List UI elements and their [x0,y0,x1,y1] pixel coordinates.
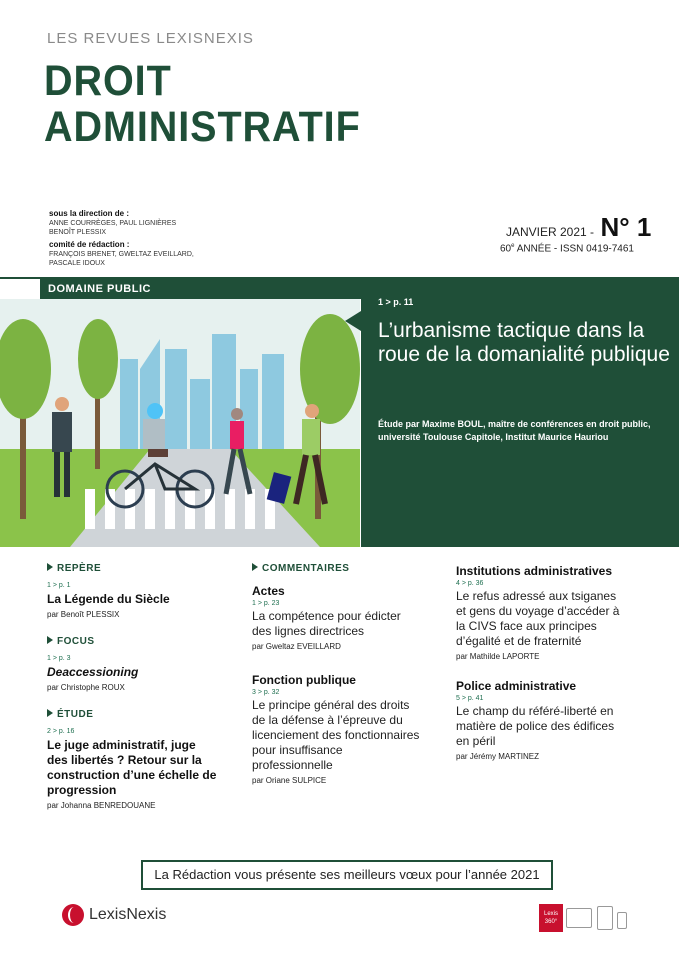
focus-author: par Christophe ROUX [47,683,125,692]
police-ref: 5 > p. 41 [456,695,484,702]
focus-title[interactable]: Deaccessioning [47,665,139,679]
actes-author: par Gweltaz EVEILLARD [252,642,341,651]
phone-icon [617,912,627,929]
year-num: 60 [500,243,512,255]
logo-globe-icon [62,904,84,926]
repere-author: par Benoît PLESSIX [47,610,120,619]
journal-title [44,58,361,150]
column-2 [252,563,422,785]
year-sup: e [511,243,515,249]
issue-number: N° 1 [600,212,652,242]
inst-ref: 4 > p. 36 [456,580,484,587]
badge-text: Lexis [543,911,558,917]
fonction-text[interactable]: Le principe général des droits de la défense à l’épreuve du licenciement des fonctionnaires pour insuffisance professionnelle [252,698,420,772]
series-name: LES REVUES LEXISNEXIS [47,30,254,47]
fonction-heading: Fonction publique [252,673,356,687]
column-3 [456,564,636,761]
logo-text: LexisNexis [89,906,167,923]
repere-title[interactable]: La Légende du Siècle [47,592,170,606]
panel-notch [345,311,361,331]
inst-text[interactable]: Le refus adressé aux tsiganes et gens du voyage d’accéder à la CIVS face aux principes d’égalité et de fraternité [456,589,620,648]
actes-text[interactable]: La compétence pour édicter des lignes directrices [252,609,401,638]
focus-ref: 1 > p. 3 [47,655,71,662]
police-author: par Jérémy MARTINEZ [456,752,539,761]
police-text[interactable]: Le champ du référé-liberté en matière de police des édifices en péril [456,704,615,748]
committee-label: comité de rédaction : [49,240,130,249]
section-repere: REPÈRE [47,563,227,574]
fonction-ref: 3 > p. 32 [252,689,280,696]
feature-panel [361,279,679,547]
fonction-author: par Oriane SULPICE [252,776,327,785]
greeting-box: La Rédaction vous présente ses meilleurs vœux pour l’année 2021 [141,860,553,890]
committee-names-b: PASCALE IDOUX [49,260,105,267]
direction-names-b: BENOÎT PLESSIX [49,229,107,236]
etude-author: par Johanna BENREDOUANE [47,801,156,810]
actes-heading: Actes [252,584,285,598]
lexis360-badge[interactable] [539,904,563,932]
lexisnexis-logo [62,904,166,926]
laptop-icon [566,908,592,928]
year-rest: ANNÉE - ISSN 0419-7461 [514,243,634,255]
section-domaine-public: DOMAINE PUBLIC [40,279,361,299]
committee-block [49,240,194,268]
section-focus: FOCUS [47,636,227,647]
inst-author: par Mathilde LAPORTE [456,652,540,661]
feature-page-ref: 1 > p. 11 [378,297,414,307]
title-line-2: ADMINISTRATIF [44,103,361,151]
street-illustration [0,299,360,547]
issue-date: JANVIER 2021 - [506,225,595,239]
column-1 [47,563,227,810]
feature-title[interactable]: L’urbanisme tactique dans la roue de la domanialité publique [378,319,670,366]
police-heading: Police administrative [456,679,577,693]
section-etude: ÉTUDE [47,709,227,720]
direction-block [49,209,176,237]
direction-names-a: ANNE COURRÈGES, PAUL LIGNIÈRES [49,220,177,227]
issue-info [506,212,651,243]
etude-title[interactable]: Le juge administratif, juge des libertés ? Retour sur la construction d’une échelle de progression [47,738,217,797]
inst-heading: Institutions administratives [456,564,613,578]
issue-year-issn [500,243,634,254]
badge-text-2: 360° [544,919,558,925]
etude-ref: 2 > p. 16 [47,728,75,735]
title-line-1: DROIT [44,57,172,105]
actes-ref: 1 > p. 23 [252,600,280,607]
feature-byline: Étude par Maxime BOUL, maître de conférences en droit public, université Toulouse Capitole, Institut Maurice Hauriou [378,419,651,442]
section-commentaires: COMMENTAIRES [252,563,422,574]
tablet-icon [597,906,613,930]
repere-ref: 1 > p. 1 [47,582,71,589]
committee-names-a: FRANÇOIS BRENET, GWELTAZ EVEILLARD, [49,251,194,258]
direction-label: sous la direction de : [49,209,130,218]
